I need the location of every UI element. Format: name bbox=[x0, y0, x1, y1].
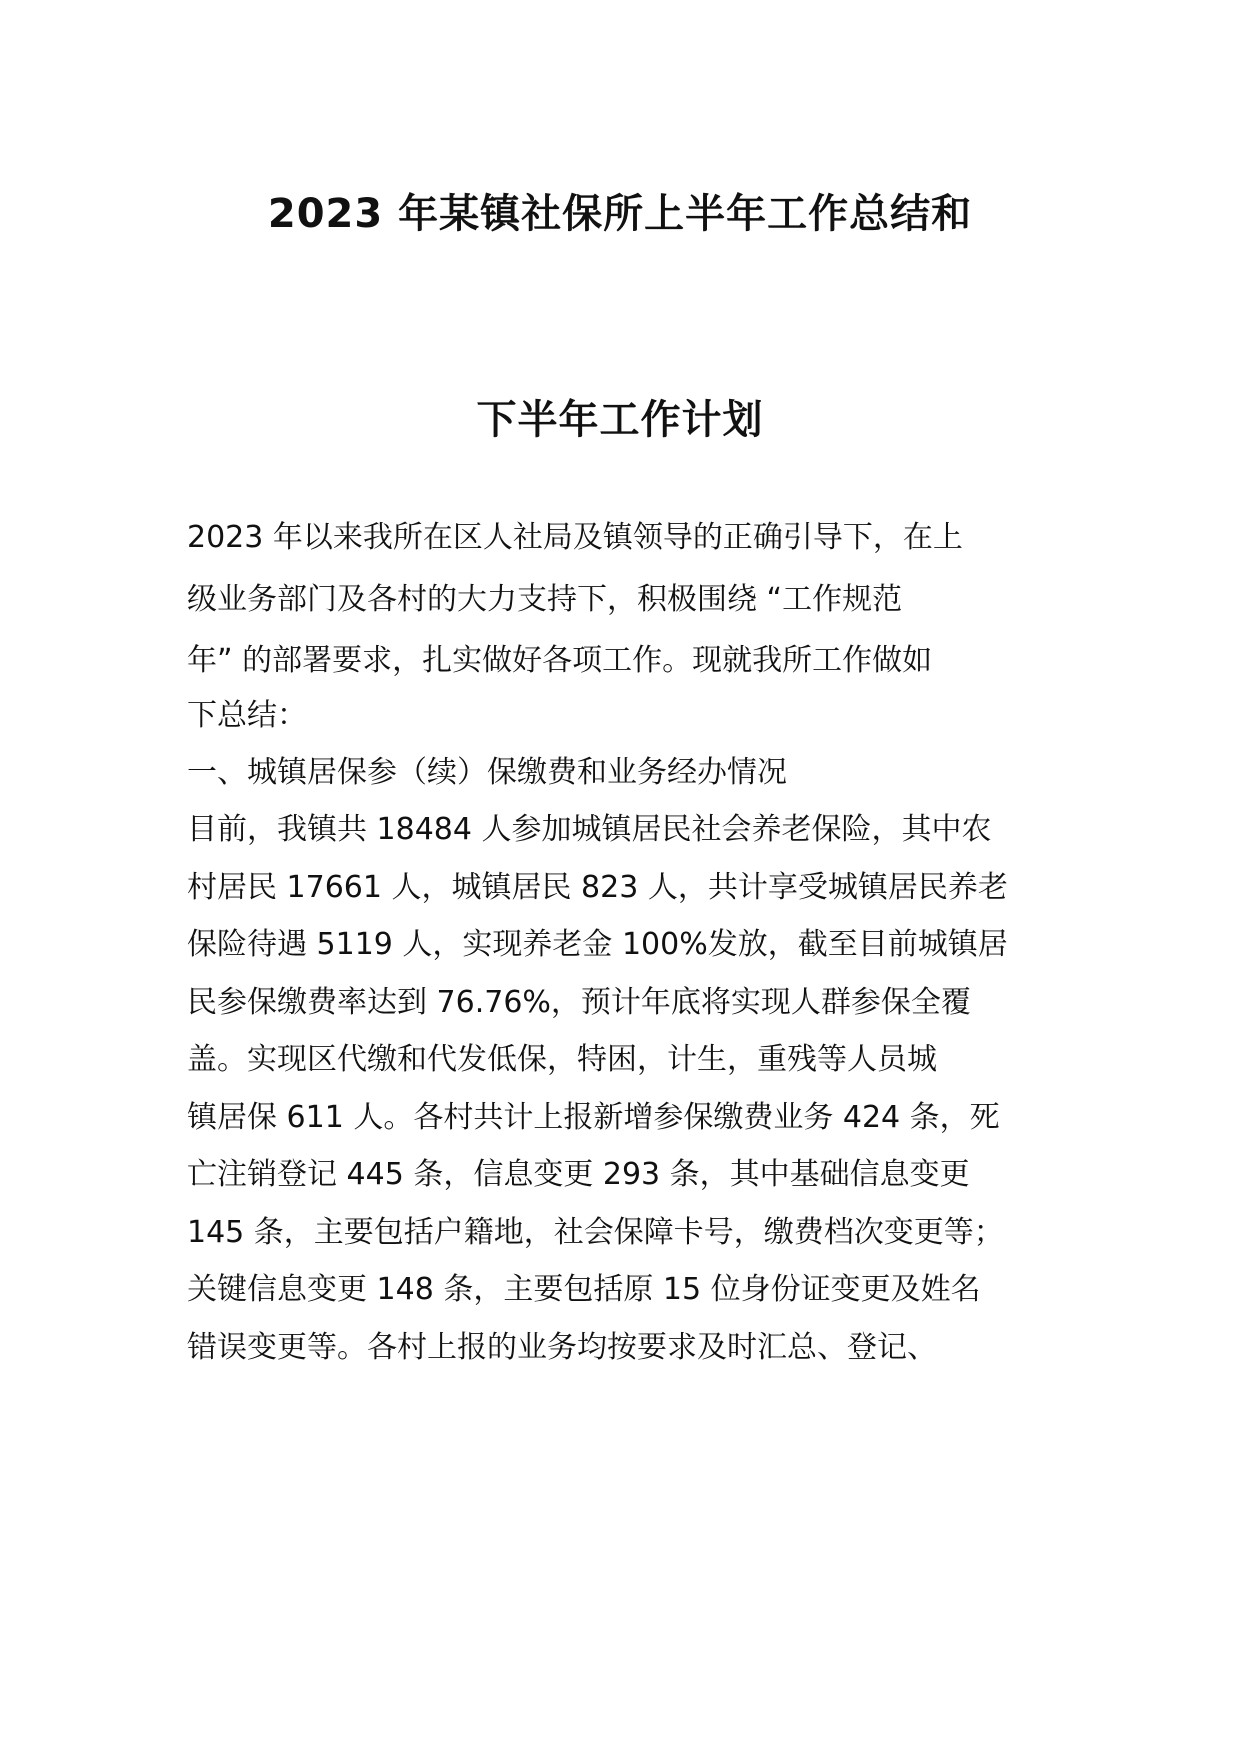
body-line-10: 盖。实现区代缴和代发低保，特困，计生，重残等人员城 bbox=[187, 1042, 937, 1077]
document-title-line-1: 2023 年某镇社保所上半年工作总结和 bbox=[267, 191, 973, 237]
body-line-1: 2023 年以来我所在区人社局及镇领导的正确引导下，在上 bbox=[187, 520, 963, 555]
body-line-2: 级业务部门及各村的大力支持下，积极围绕 “工作规范 bbox=[187, 582, 903, 617]
body-line-3: 年” 的部署要求，扎实做好各项工作。现就我所工作做如 bbox=[187, 643, 933, 678]
body-line-12: 亡注销登记 445 条，信息变更 293 条，其中基础信息变更 bbox=[187, 1157, 970, 1192]
body-line-8: 保险待遇 5119 人，实现养老金 100%发放，截至目前城镇居 bbox=[187, 927, 1008, 962]
body-line-4: 下总结： bbox=[187, 698, 307, 733]
document-title-line-2: 下半年工作计划 bbox=[476, 397, 764, 443]
section-heading: 一、城镇居保参（续）保缴费和业务经办情况 bbox=[187, 755, 787, 790]
body-line-11: 镇居保 611 人。各村共计上报新增参保缴费业务 424 条，死 bbox=[187, 1100, 1000, 1135]
body-line-14: 关键信息变更 148 条，主要包括原 15 位身份证变更及姓名 bbox=[187, 1272, 981, 1307]
body-line-9: 民参保缴费率达到 76.76%，预计年底将实现人群参保全覆 bbox=[187, 985, 971, 1020]
body-line-6: 目前，我镇共 18484 人参加城镇居民社会养老保险，其中农 bbox=[187, 812, 992, 847]
body-line-15: 错误变更等。各村上报的业务均按要求及时汇总、登记、 bbox=[187, 1330, 937, 1365]
body-line-7: 村居民 17661 人，城镇居民 823 人，共计享受城镇居民养老 bbox=[187, 870, 1008, 905]
body-line-13: 145 条，主要包括户籍地，社会保障卡号，缴费档次变更等； bbox=[187, 1215, 1004, 1250]
